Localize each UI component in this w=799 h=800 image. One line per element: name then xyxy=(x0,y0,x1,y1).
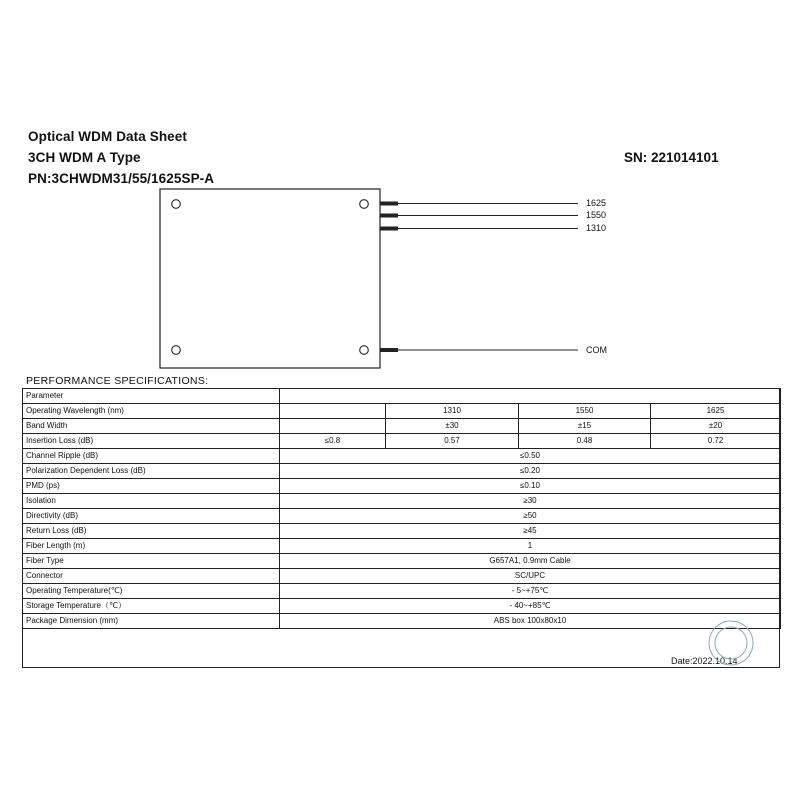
value-cell: 1310 xyxy=(386,404,519,419)
value-cell: 0.72 xyxy=(651,434,781,449)
value-cell: ±20 xyxy=(651,419,781,434)
value-cell: 1625 xyxy=(651,404,781,419)
param-cell: Storage Temperature（℃） xyxy=(23,599,280,614)
port-label-1550: 1550 xyxy=(586,210,607,220)
param-cell: Package Dimension (mm) xyxy=(23,614,280,629)
package-body xyxy=(160,189,380,368)
table-row xyxy=(23,389,781,404)
param-cell: Operating Wavelength (nm) xyxy=(23,404,280,419)
value-cell: ≤0.8 xyxy=(280,434,386,449)
param-cell: Band Width xyxy=(23,419,280,434)
port-label-com: COM xyxy=(586,345,607,355)
table-row xyxy=(23,584,781,599)
table-row xyxy=(23,539,781,554)
value-cell: 0.48 xyxy=(519,434,651,449)
table-row xyxy=(23,449,781,464)
value-cell xyxy=(280,419,386,434)
table-row xyxy=(23,404,781,419)
spec-table xyxy=(22,388,781,629)
table-row xyxy=(23,479,781,494)
qc-pass-stamp-icon xyxy=(704,616,758,670)
param-cell: Fiber Type xyxy=(23,554,280,569)
table-row xyxy=(23,554,781,569)
table-row xyxy=(23,494,781,509)
table-row xyxy=(23,614,781,629)
value-cell: G657A1, 0.9mm Cable xyxy=(280,554,781,569)
param-cell: Parameter xyxy=(23,389,280,404)
table-row xyxy=(23,464,781,479)
value-cell: ≥45 xyxy=(280,524,781,539)
value-cell: SC/UPC xyxy=(280,569,781,584)
value-cell: ±15 xyxy=(519,419,651,434)
value-cell: ≥30 xyxy=(280,494,781,509)
performance-title: PERFORMANCE SPECIFICATIONS: xyxy=(26,375,209,387)
value-cell: ≤0.20 xyxy=(280,464,781,479)
table-row xyxy=(23,434,781,449)
serial-number: SN: 221014101 xyxy=(624,150,719,165)
table-row xyxy=(23,419,781,434)
value-cell: ±30 xyxy=(386,419,519,434)
param-cell: PMD (ps) xyxy=(23,479,280,494)
date-label: Date:2022.10.14 xyxy=(671,656,738,666)
value-cell xyxy=(280,404,386,419)
table-row xyxy=(23,569,781,584)
value-cell: ≤0.50 xyxy=(280,449,781,464)
table-row xyxy=(23,509,781,524)
part-number: PN:3CHWDM31/55/1625SP-A xyxy=(28,171,215,186)
param-cell: Isolation xyxy=(23,494,280,509)
param-cell: Operating Temperature(℃) xyxy=(23,584,280,599)
value-cell: 1550 xyxy=(519,404,651,419)
fiber-boot xyxy=(380,202,398,206)
port-label-1625: 1625 xyxy=(586,198,607,208)
value-cell xyxy=(280,389,781,404)
param-cell: Connector xyxy=(23,569,280,584)
fiber-boot xyxy=(380,227,398,231)
value-cell: - 5~+75℃ xyxy=(280,584,781,599)
value-cell: - 40~+85℃ xyxy=(280,599,781,614)
value-cell: 1 xyxy=(280,539,781,554)
table-row xyxy=(23,599,781,614)
value-cell: 0.57 xyxy=(386,434,519,449)
value-cell: ≤0.10 xyxy=(280,479,781,494)
param-cell: Fiber Length (m) xyxy=(23,539,280,554)
port-label-1310: 1310 xyxy=(586,223,607,233)
value-cell: ABS box 100x80x10 xyxy=(280,614,781,629)
document-title: Optical WDM Data Sheet xyxy=(28,129,187,144)
value-cell: ≥50 xyxy=(280,509,781,524)
document-subtitle: 3CH WDM A Type xyxy=(28,150,141,165)
param-cell: Insertion Loss (dB) xyxy=(23,434,280,449)
fiber-boot xyxy=(380,348,398,352)
param-cell: Polarization Dependent Loss (dB) xyxy=(23,464,280,479)
param-cell: Channel Ripple (dB) xyxy=(23,449,280,464)
param-cell: Return Loss (dB) xyxy=(23,524,280,539)
table-row xyxy=(23,524,781,539)
param-cell: Directivity (dB) xyxy=(23,509,280,524)
fiber-boot xyxy=(380,214,398,218)
